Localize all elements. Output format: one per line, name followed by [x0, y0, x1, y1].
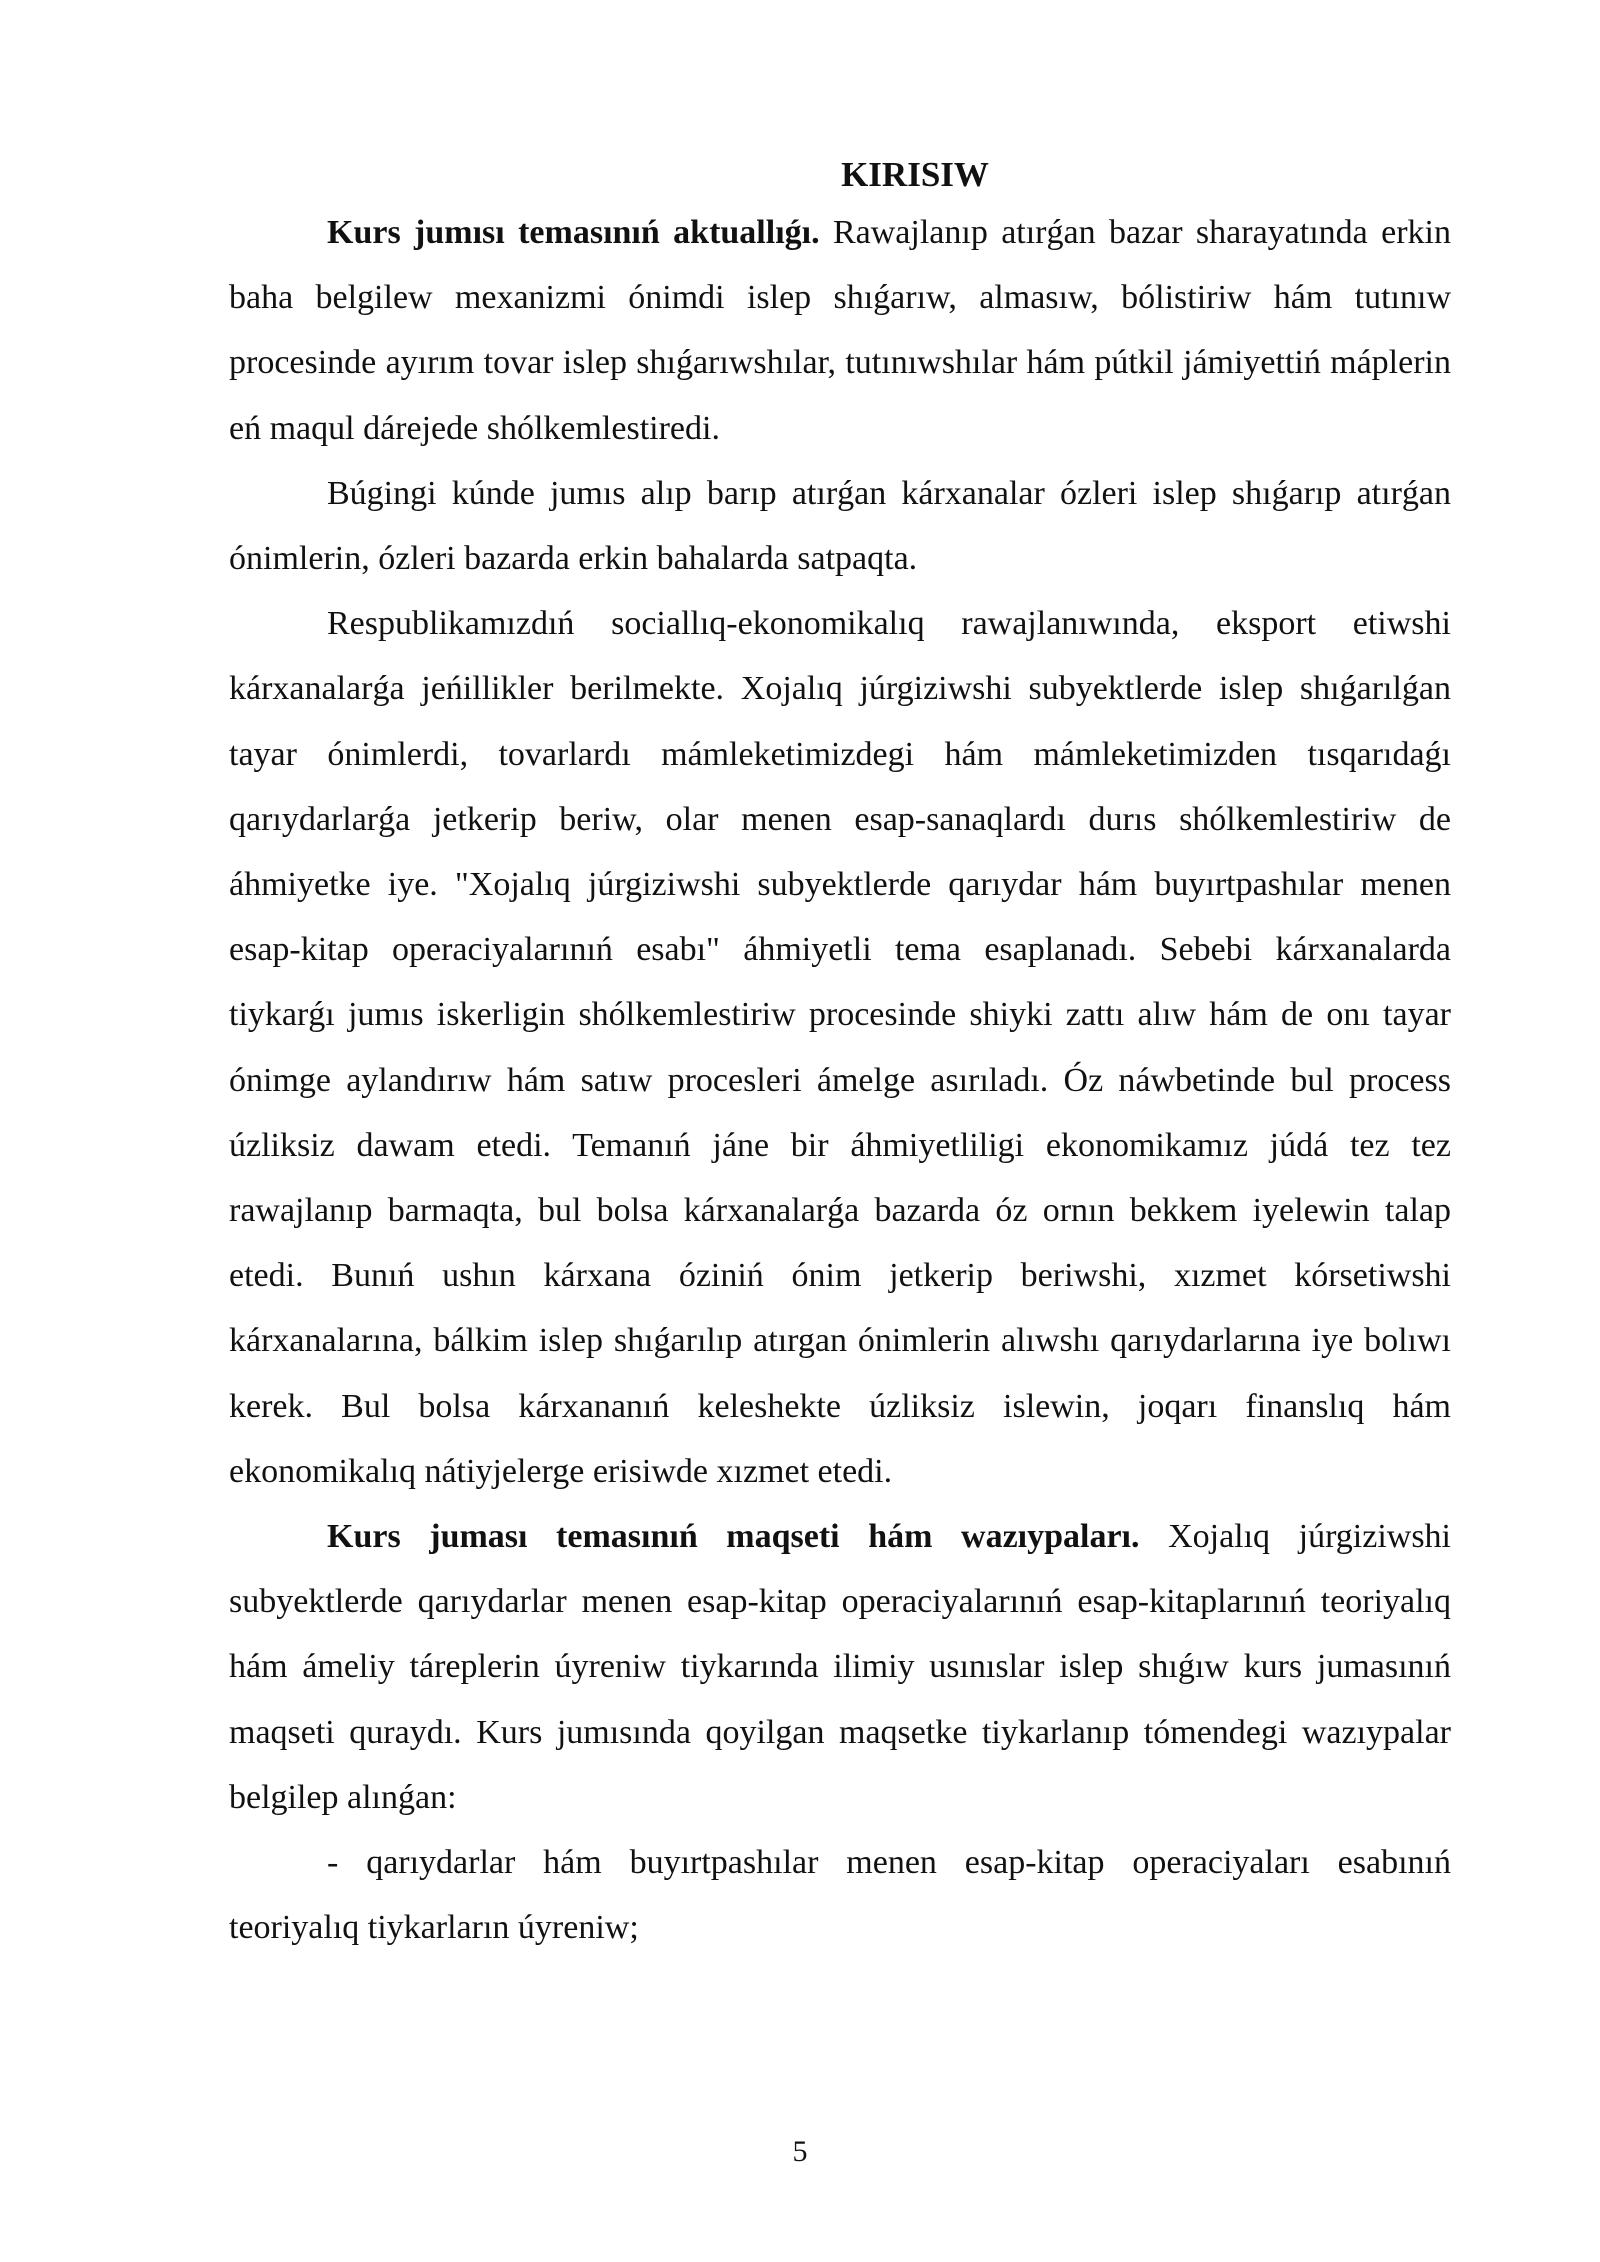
paragraph-lead: Kurs juması temasınıń maqseti hám wazıypaları. [327, 1518, 1140, 1556]
paragraph-text: Rawajlanıp atırǵan bazar sharayatında erkin baha belgilew mexanizmi ónimdi islep shıǵarıw, almasıw, bólistiriw hám tutınıw procesinde ayırım tovar islep shıǵarıwshılar, tutınıwshılar hám pútkil jámiyettiń máplerin eń maqul dárejede shólkemlestiredi. [229, 214, 1451, 447]
paragraph-text: Búgingi kúnde jumıs alıp barıp atırǵan kárxanalar ózleri islep shıǵarıp atırǵan ónimlerin, ózleri bazarda erkin bahalarda satpaqta. [229, 474, 1451, 578]
section-heading: KIRISIW [841, 155, 989, 194]
paragraph-lead: Kurs jumısı temasınıń aktuallıǵı. [327, 214, 820, 251]
paragraph-text: Respublikamızdıń sociallıq-ekonomikalıq rawajlanıwında, eksport etiwshi kárxanalarǵa jeńillikler berilmekte. Xojalıq júrgiziwshi subyektlerde islep shıǵarılǵan tayar ónimlerdi, tovarlardı mámleketimizdegi hám mámleketimizden tısqarıdaǵı qarıydarlarǵa jetkerip beriw, olar menen esap-sanaqlardı durıs shólkemlestiriw de áhmiyetke iye. "Xojalıq júrgiziwshi subyektlerde qarıydar hám buyırtpashılar menen esap-kitap operaciyalarınıń esabı" áhmiyetli tema esaplanadı. Sebebi kárxanalarda tiykarǵı jumıs iskerligin shólkemlestiriw procesinde shiyki zattı alıw hám de onı tayar ónimge aylandırıw hám satıw procesleri ámelge asırıladı. Óz náwbetinde bul process úzliksiz dawam etedi. Temanıń jáne bir áhmiyetliligi ekonomikamız júdá tez tez rawajlanıp barmaqta, bul bolsa kárxanalarǵa bazarda óz ornın bekkem iyelewin talap etedi. Bunıń ushın kárxana óziniń ónim jetkerip beriwshi, xızmet kórsetiwshi kárxanalarına, bálkim islep shıǵarılıp atırgan ónimlerin alıwshı qarıydarlarına iye bolıwı kerek. Bul bolsa kárxananıń keleshekte úzliksiz islewin, joqarı finanslıq hám ekonomikalıq nátiyjelerge erisiwde xızmet etedi. [229, 605, 1451, 1490]
paragraph-republic [229, 591, 1451, 1504]
paragraph-goals [229, 1504, 1451, 1830]
paragraph-text: Xojalıq júrgiziwshi subyektlerde qarıydarlar menen esap-kitap operaciyalarınıń esap-kitaplarınıń teoriyalıq hám ámeliy táreplerin úyreniw tiykarında ilimiy usınıslar islep shıǵıw kurs jumasınıń maqseti quraydı. Kurs jumısında qoyilgan maqsetke tiykarlanıp tómendegi wazıypalar belgilep alınǵan: [229, 1518, 1451, 1816]
document-page [229, 150, 1451, 1960]
paragraph-text: - qarıydarlar hám buyırtpashılar menen esap-kitap operaciyaları esabınıń teoriyalıq tiykarların úyreniw; [229, 1844, 1451, 1947]
paragraph-relevance [229, 200, 1451, 461]
paragraph-task-item [229, 1830, 1451, 1960]
paragraph-enterprises [229, 461, 1451, 591]
page-number: 5 [792, 2135, 808, 2168]
